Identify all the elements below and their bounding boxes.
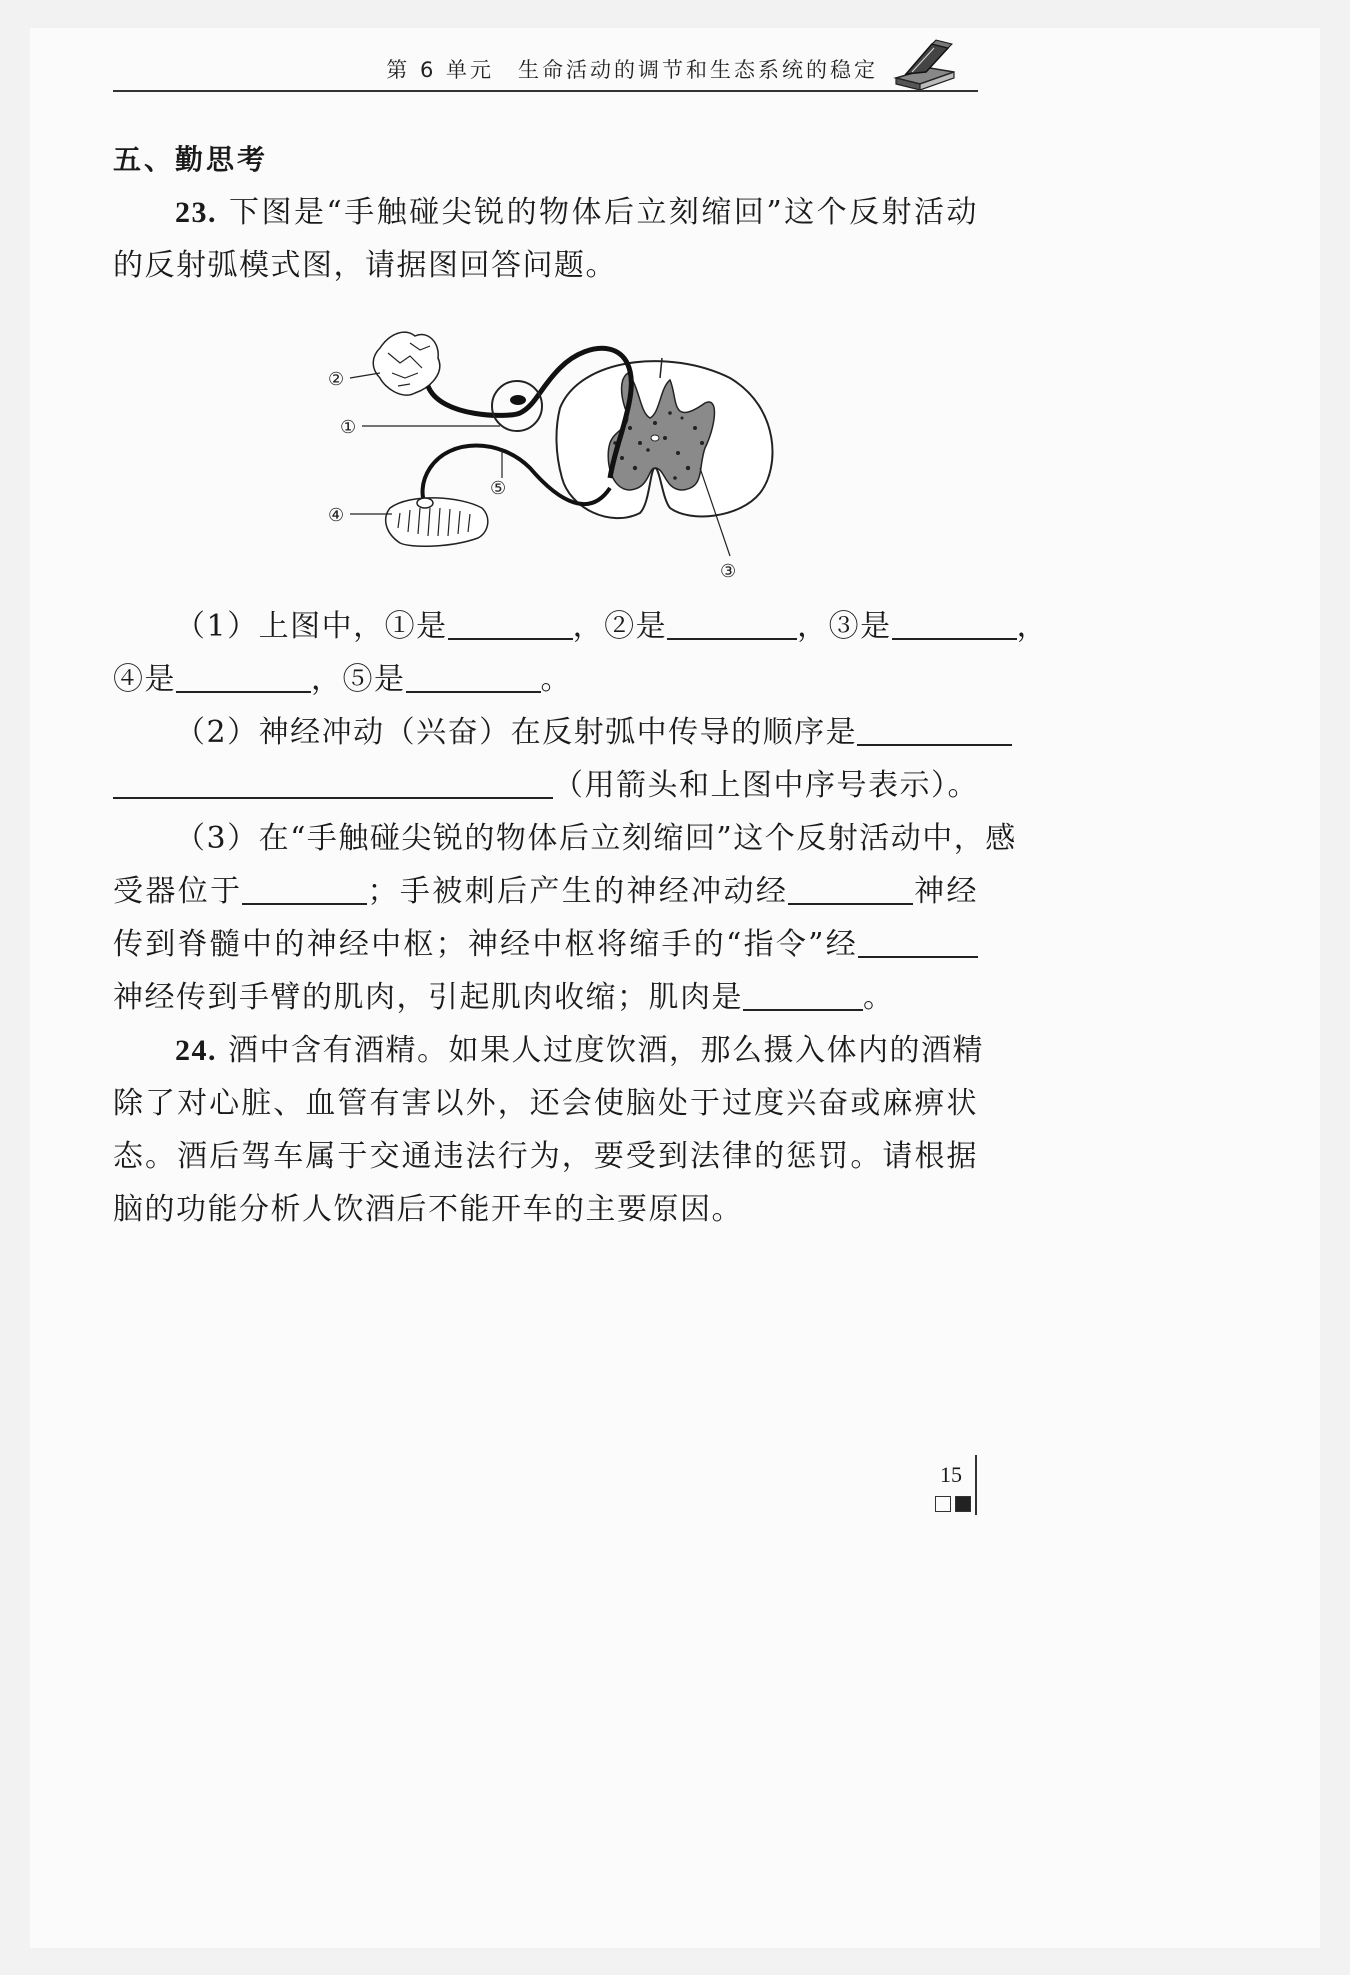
part3-text-e: 神经传到手臂的肌肉，引起肌肉收缩；肌肉是: [113, 980, 743, 1015]
part1-text-e: ④是: [113, 662, 176, 697]
answer-blank-muscle[interactable]: [743, 979, 863, 1011]
figure-label-1: ①: [340, 417, 357, 438]
page-marker-empty-box: [935, 1496, 951, 1512]
page-marker-filled-box: [955, 1496, 971, 1512]
page-number-rule: [975, 1455, 977, 1515]
part1-text-a: （1）上图中，①是: [175, 609, 448, 644]
part3-text-a: 受器位于: [113, 874, 243, 909]
answer-blank-1[interactable]: [448, 608, 573, 640]
answer-blank-receptor[interactable]: [242, 873, 367, 905]
book-icon: [892, 38, 958, 90]
answer-blank-3[interactable]: [892, 608, 1017, 640]
question-24-number: 24.: [175, 1034, 217, 1067]
effector-muscle: [386, 498, 488, 546]
page-number: 15: [940, 1462, 962, 1487]
question-23-number: 23.: [175, 196, 217, 229]
part3-text-b: ；手被刺后产生的神经冲动经: [367, 874, 789, 909]
question-23-part3: [113, 812, 1017, 1024]
part2-text-b: （用箭头和上图中序号表示）。: [553, 768, 979, 803]
answer-blank-efferent[interactable]: [858, 926, 978, 958]
answer-blank-order-2[interactable]: [113, 767, 553, 799]
part1-text-b: ，②是: [572, 609, 668, 644]
section-title: 五、勤思考: [113, 143, 269, 176]
figure-label-4: ④: [328, 505, 345, 526]
answer-blank-order-1[interactable]: [857, 714, 1012, 746]
part1-text-d: ，: [1016, 609, 1049, 644]
figure-label-2: ②: [328, 369, 345, 390]
part1-text-c: ，③是: [797, 609, 892, 644]
figure-label-3: ③: [720, 561, 737, 582]
question-23-stem: [113, 186, 978, 292]
part3-text-d: 传到脊髓中的神经中枢；神经中枢将缩手的“指令”经: [113, 927, 858, 962]
question-23-part2: [113, 706, 978, 812]
question-24: [113, 1024, 985, 1236]
running-header: [113, 50, 978, 92]
answer-blank-5[interactable]: [406, 661, 541, 693]
question-23-text-line2: 的反射弧模式图，请据图回答问题。: [113, 248, 617, 283]
part3-text-f: 。: [863, 980, 895, 1015]
answer-blank-4[interactable]: [176, 661, 311, 693]
question-24-line4: 脑的功能分析人饮酒后不能开车的主要原因。: [113, 1192, 743, 1227]
part1-text-f: ，⑤是: [311, 662, 406, 697]
part3-line1: （3）在“手触碰尖锐的物体后立刻缩回”这个反射活动中，感: [175, 821, 1017, 856]
question-24-line3: 态。酒后驾车属于交通违法行为，要受到法律的惩罚。请根据: [113, 1139, 978, 1174]
part3-text-c: 神经: [913, 874, 979, 909]
question-24-line1: 酒中含有酒精。如果人过度饮酒，那么摄入体内的酒精: [228, 1033, 985, 1068]
part1-text-g: 。: [540, 662, 572, 697]
question-24-line2: 除了对心脏、血管有害以外，还会使脑处于过度兴奋或麻痹状: [113, 1086, 978, 1121]
figure-label-5: ⑤: [490, 478, 507, 499]
part2-text-a: （2）神经冲动（兴奋）在反射弧中传导的顺序是: [175, 715, 858, 750]
reflex-arc-diagram: [310, 318, 780, 593]
unit-title: 第 6 单元 生命活动的调节和生态系统的稳定: [386, 58, 878, 82]
question-23-text-line1: 下图是“手触碰尖锐的物体后立刻缩回”这个反射活动: [229, 195, 978, 230]
question-23-part1: [113, 600, 1049, 706]
answer-blank-2[interactable]: [667, 608, 797, 640]
answer-blank-afferent[interactable]: [788, 873, 913, 905]
